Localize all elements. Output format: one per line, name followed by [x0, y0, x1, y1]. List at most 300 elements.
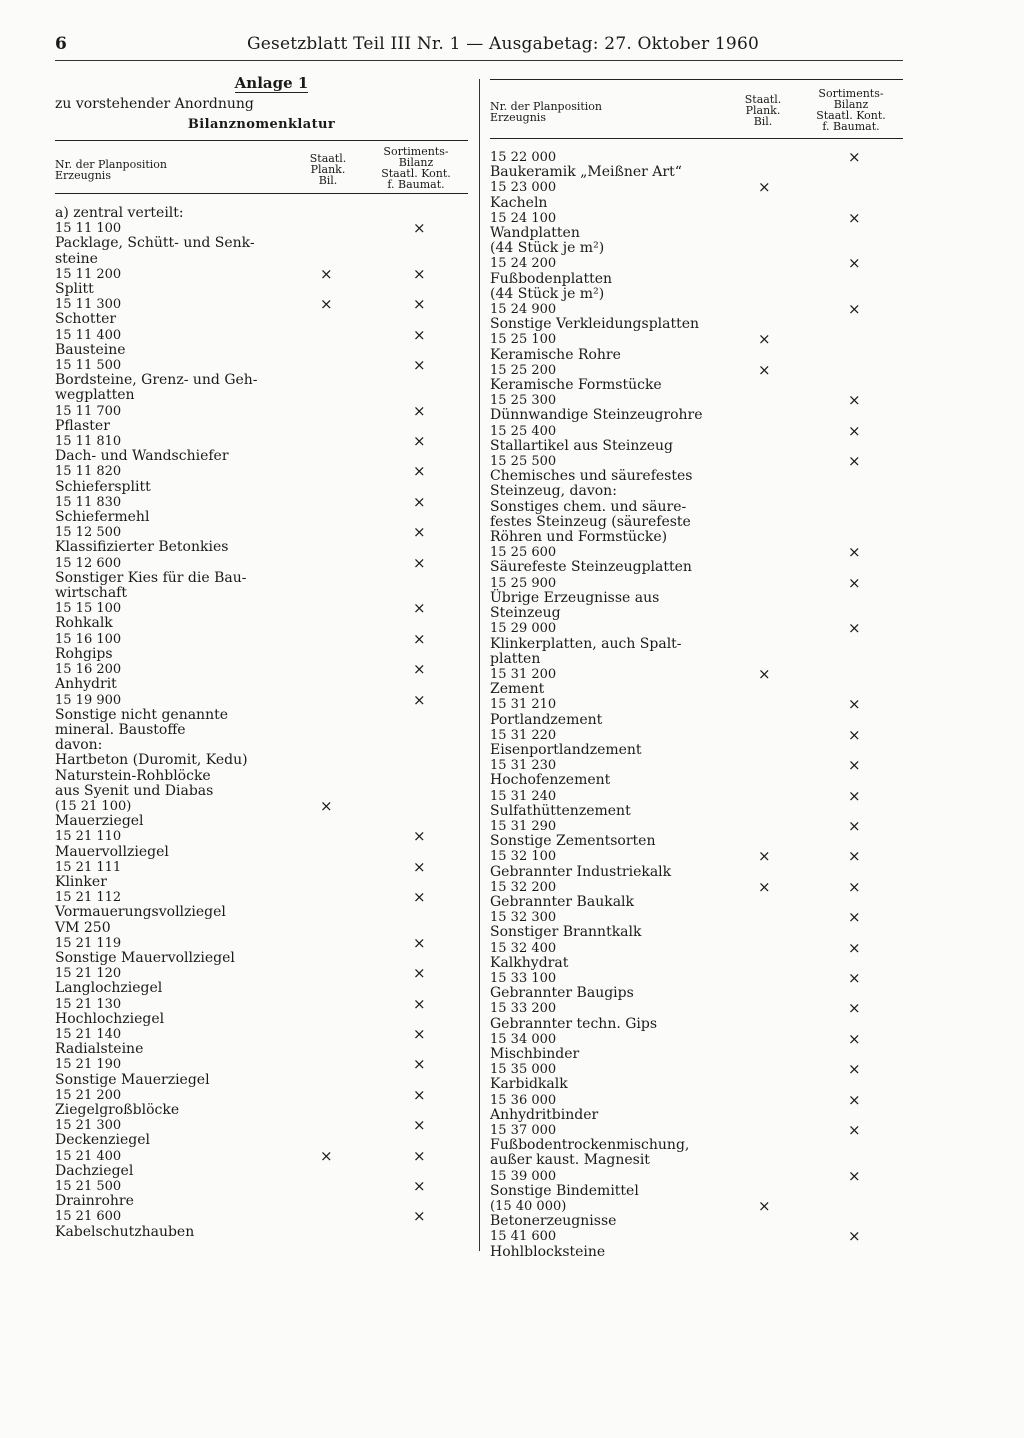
header-staatl-kont-line: Staatl. Kont.	[816, 109, 886, 122]
erzeugnis-name: (44 Stück je m²)	[490, 285, 605, 302]
planposition-code: 15 25 200	[490, 362, 557, 378]
planposition-code: 15 16 100	[55, 631, 122, 647]
erzeugnis-row	[55, 1012, 468, 1027]
erzeugnis-name: Naturstein-Rohblöcke	[55, 767, 211, 784]
planposition-code-row	[490, 573, 903, 592]
header-bil-line: Bil.	[753, 115, 773, 128]
planposition-code-row	[55, 1057, 468, 1072]
erzeugnis-name: Stallartikel aus Steinzeug	[490, 437, 673, 454]
sortiments-bilanz-mark: ×	[413, 1116, 426, 1135]
erzeugnis-name: Sonstiges chem. und säure-	[490, 498, 687, 515]
planposition-code: 15 23 000	[490, 180, 557, 196]
sortiments-bilanz-mark: ×	[413, 325, 426, 344]
staatl-plank-bil-mark: ×	[758, 330, 771, 349]
erzeugnis-row	[490, 1077, 903, 1092]
erzeugnis-row	[490, 469, 903, 484]
planposition-code-row	[490, 332, 903, 347]
erzeugnis-row	[55, 784, 468, 799]
sortiments-bilanz-mark: ×	[848, 208, 861, 227]
planposition-code: 15 29 000	[490, 621, 557, 637]
header-bilanz-line: Bilanz	[398, 156, 434, 169]
sortiments-bilanz-mark: ×	[848, 908, 861, 927]
sortiments-bilanz-mark: ×	[413, 857, 426, 876]
sortiments-bilanz-mark: ×	[413, 523, 426, 542]
erzeugnis-row	[490, 1214, 903, 1229]
erzeugnis-row	[490, 606, 903, 621]
erzeugnis-name: Sulfathüttenzement	[490, 802, 631, 819]
left-column	[55, 74, 468, 1240]
planposition-code: 15 11 200	[55, 266, 122, 282]
header-staatl-plank-bil	[728, 94, 798, 127]
erzeugnis-row	[55, 647, 468, 662]
sortiments-bilanz-mark: ×	[848, 756, 861, 775]
erzeugnis-name: Mauervollziegel	[55, 843, 169, 860]
header-staatl-line: Staatl.	[744, 93, 782, 106]
planposition-code: 15 11 400	[55, 327, 122, 343]
planposition-code-row	[55, 857, 468, 876]
erzeugnis-name: Hochofenzement	[490, 772, 611, 789]
erzeugnis-row	[490, 1017, 903, 1032]
planposition-code-row	[490, 877, 903, 896]
erzeugnis-row	[490, 773, 903, 788]
erzeugnis-row	[55, 616, 468, 631]
header-staatl-plank-bil	[293, 153, 363, 186]
erzeugnis-row	[490, 925, 903, 940]
erzeugnis-name: Vormauerungsvollziegel	[55, 904, 226, 921]
sortiments-bilanz-mark: ×	[848, 725, 861, 744]
planposition-code-row	[55, 434, 468, 449]
sortiments-bilanz-mark: ×	[413, 295, 426, 314]
erzeugnis-row	[490, 272, 903, 287]
sortiments-bilanz-mark: ×	[848, 786, 861, 805]
planposition-code-row	[490, 664, 903, 683]
erzeugnis-row	[55, 571, 468, 586]
header-staatl-line: Staatl.	[309, 152, 347, 165]
erzeugnis-name: (44 Stück je m²)	[490, 240, 605, 257]
page-number: 6	[55, 34, 67, 54]
sortiments-bilanz-mark: ×	[848, 1166, 861, 1185]
erzeugnis-row	[55, 252, 468, 267]
erzeugnis-row	[55, 753, 468, 768]
planposition-code-row	[490, 1001, 903, 1016]
planposition-code-row	[55, 1024, 468, 1043]
sortiments-bilanz-mark: ×	[848, 816, 861, 835]
sortiments-bilanz-mark: ×	[413, 888, 426, 907]
table-header-left	[55, 140, 468, 194]
planposition-code-row	[490, 302, 903, 317]
erzeugnis-row	[55, 312, 468, 327]
column-divider	[479, 79, 480, 1251]
planposition-code-row	[490, 454, 903, 469]
erzeugnis-row	[490, 1047, 903, 1062]
planposition-code-row	[55, 221, 468, 236]
erzeugnis-row	[490, 591, 903, 606]
planposition-code: 15 24 100	[490, 210, 557, 226]
planposition-code: 15 21 200	[55, 1087, 122, 1103]
erzeugnis-row	[55, 1225, 468, 1240]
planposition-code-row	[490, 758, 903, 773]
erzeugnis-row	[55, 981, 468, 996]
header-sortiments-line: Sortiments-	[818, 87, 884, 100]
sortiments-bilanz-mark: ×	[413, 827, 426, 846]
sortiments-bilanz-mark: ×	[413, 356, 426, 375]
planposition-code-row	[490, 621, 903, 636]
planposition-code: 15 31 290	[490, 818, 557, 834]
erzeugnis-row	[490, 682, 903, 697]
erzeugnis-name: Säurefeste Steinzeugplatten	[490, 559, 692, 576]
erzeugnis-row	[55, 951, 468, 966]
erzeugnis-row	[55, 769, 468, 784]
planposition-code: 15 25 500	[490, 454, 557, 470]
erzeugnis-row	[55, 419, 468, 434]
erzeugnis-name: Chemisches und säurefestes	[490, 468, 693, 485]
erzeugnis-row	[55, 388, 468, 403]
sortiments-bilanz-mark: ×	[848, 968, 861, 987]
header-baumat-line: f. Baumat.	[822, 120, 880, 133]
sortiments-bilanz-mark: ×	[848, 148, 861, 166]
header-plank-line: Plank.	[745, 104, 781, 117]
header-erzeugnis-line: Erzeugnis	[55, 169, 111, 182]
sortiments-bilanz-mark: ×	[848, 573, 861, 592]
erzeugnis-name: aus Syenit und Diabas	[55, 782, 214, 799]
erzeugnis-row	[55, 282, 468, 297]
planposition-code: 15 11 810	[55, 434, 122, 450]
planposition-code-row	[55, 601, 468, 616]
staatl-plank-bil-mark: ×	[320, 796, 333, 815]
planposition-code-row	[490, 1229, 903, 1244]
erzeugnis-name: Dachziegel	[55, 1162, 134, 1179]
planposition-code-row	[490, 1199, 903, 1214]
header-bilanz-line: Bilanz	[833, 98, 869, 111]
planposition-code-row	[55, 966, 468, 981]
erzeugnis-name: Klinkerplatten, auch Spalt-	[490, 635, 682, 652]
planposition-code: 15 25 400	[490, 423, 557, 439]
sortiments-bilanz-mark: ×	[413, 1207, 426, 1226]
planposition-code-row	[490, 1123, 903, 1138]
sortiments-bilanz-mark: ×	[413, 1177, 426, 1195]
erzeugnis-name: Rohkalk	[55, 615, 113, 632]
planposition-code: 15 21 130	[55, 996, 122, 1012]
left-table-rows	[55, 206, 468, 1240]
erzeugnis-name: Mauerziegel	[55, 813, 144, 830]
right-column	[490, 79, 903, 1260]
planposition-code-row	[490, 697, 903, 712]
planposition-code: 15 25 600	[490, 545, 557, 561]
staatl-plank-bil-mark: ×	[758, 178, 771, 197]
planposition-code-row	[55, 525, 468, 540]
planposition-code: 15 15 100	[55, 601, 122, 617]
planposition-code-row	[55, 492, 468, 511]
planposition-code-row	[490, 1062, 903, 1077]
sortiments-bilanz-mark: ×	[848, 877, 861, 896]
planposition-code-row	[55, 1085, 468, 1104]
erzeugnis-name: Hochlochziegel	[55, 1010, 165, 1027]
planposition-code: 15 21 600	[55, 1209, 122, 1225]
planposition-code-row	[55, 662, 468, 677]
sortiments-bilanz-mark: ×	[413, 599, 426, 618]
planposition-code-row	[490, 725, 903, 744]
planposition-code-row	[55, 690, 468, 709]
erzeugnis-row	[490, 241, 903, 256]
planposition-code: 15 32 400	[490, 940, 557, 956]
erzeugnis-name: Übrige Erzeugnisse aus	[490, 589, 660, 606]
erzeugnis-name: Anhydrit	[55, 676, 117, 693]
sortiments-bilanz-mark: ×	[413, 660, 426, 679]
planposition-code: 15 21 111	[55, 859, 122, 875]
planposition-code: 15 12 500	[55, 525, 122, 541]
planposition-code-row	[490, 816, 903, 835]
erzeugnis-row	[490, 956, 903, 971]
erzeugnis-name: Steinzeug, davon:	[490, 483, 617, 500]
planposition-code: 15 21 500	[55, 1179, 122, 1194]
table-header-right	[490, 79, 903, 139]
sortiments-bilanz-mark: ×	[848, 1029, 861, 1048]
erzeugnis-row	[490, 500, 903, 515]
planposition-code: 15 31 220	[490, 727, 557, 743]
erzeugnis-name: Deckenziegel	[55, 1132, 150, 1149]
planposition-code-row	[55, 553, 468, 572]
erzeugnis-row	[55, 236, 468, 251]
planposition-code-row	[55, 933, 468, 952]
erzeugnis-row	[490, 1108, 903, 1123]
planposition-code-row	[490, 545, 903, 560]
erzeugnis-row	[490, 986, 903, 1001]
sortiments-bilanz-mark: ×	[413, 219, 426, 238]
erzeugnis-row	[490, 895, 903, 910]
erzeugnis-name: mineral. Baustoffe	[55, 721, 186, 738]
erzeugnis-name: Splitt	[55, 281, 94, 298]
erzeugnis-name: Rohgips	[55, 645, 113, 662]
erzeugnis-name: wirtschaft	[55, 585, 127, 602]
erzeugnis-name: a) zentral verteilt:	[55, 205, 184, 221]
planposition-code-row	[55, 890, 468, 905]
erzeugnis-name: Kacheln	[490, 194, 548, 211]
planposition-code-row	[490, 208, 903, 227]
planposition-code: 15 31 240	[490, 788, 557, 804]
erzeugnis-name: Betonerzeugnisse	[490, 1213, 617, 1230]
planposition-code-row	[55, 401, 468, 420]
erzeugnis-row	[490, 804, 903, 819]
sortiments-bilanz-mark: ×	[848, 1060, 861, 1079]
planposition-code-row	[490, 360, 903, 379]
erzeugnis-name: Fußbodentrockenmischung,	[490, 1137, 690, 1154]
erzeugnis-name: Sonstige Mauerziegel	[55, 1071, 210, 1088]
erzeugnis-row	[490, 530, 903, 545]
planposition-code-row	[55, 1146, 468, 1165]
planposition-code-row	[490, 849, 903, 864]
sortiments-bilanz-mark: ×	[848, 452, 861, 471]
erzeugnis-name: Ziegelgroßblöcke	[55, 1101, 180, 1118]
sortiments-bilanz-mark: ×	[848, 391, 861, 410]
erzeugnis-row	[55, 814, 468, 829]
erzeugnis-name: Hartbeton (Duromit, Kedu)	[55, 752, 248, 769]
sortiments-bilanz-mark: ×	[413, 432, 426, 451]
erzeugnis-row	[490, 287, 903, 302]
planposition-code-row	[55, 1209, 468, 1224]
planposition-code: 15 24 900	[490, 302, 557, 318]
erzeugnis-row	[490, 1245, 903, 1260]
erzeugnis-name: Gebrannter techn. Gips	[490, 1015, 658, 1032]
erzeugnis-row	[55, 1073, 468, 1088]
erzeugnis-name: Portlandzement	[490, 711, 603, 728]
sortiments-bilanz-mark: ×	[413, 1024, 426, 1043]
planposition-code: 15 36 000	[490, 1092, 557, 1108]
sortiments-bilanz-mark: ×	[413, 964, 426, 983]
planposition-code-row	[55, 264, 468, 283]
staatl-plank-bil-mark: ×	[320, 264, 333, 283]
planposition-code: 15 16 200	[55, 662, 122, 678]
erzeugnis-name: Pflaster	[55, 417, 110, 434]
erzeugnis-row	[490, 743, 903, 758]
erzeugnis-name: Eisenportlandzement	[490, 741, 642, 758]
planposition-code: 15 33 100	[490, 970, 557, 986]
planposition-code: 15 11 500	[55, 358, 122, 374]
sortiments-bilanz-mark: ×	[848, 421, 861, 440]
header-staatl-kont-line: Staatl. Kont.	[381, 167, 451, 180]
erzeugnis-name: Baukeramik „Meißner Art“	[490, 164, 682, 181]
sortiments-bilanz-mark: ×	[413, 1055, 426, 1074]
erzeugnis-row	[55, 1133, 468, 1148]
header-erzeugnis-line: Erzeugnis	[490, 111, 546, 124]
erzeugnis-row	[490, 484, 903, 499]
erzeugnis-name: Dünnwandige Steinzeugrohre	[490, 407, 703, 424]
erzeugnis-row	[55, 875, 468, 890]
erzeugnis-name: Radialsteine	[55, 1041, 144, 1058]
erzeugnis-row	[55, 708, 468, 723]
planposition-code: 15 11 300	[55, 297, 122, 313]
planposition-code: 15 41 600	[490, 1229, 557, 1245]
erzeugnis-row	[490, 317, 903, 332]
erzeugnis-name: Gebrannter Baugips	[490, 985, 634, 1002]
planposition-code: 15 11 100	[55, 221, 122, 237]
anlage-title-text: Anlage 1	[234, 74, 309, 92]
sortiments-bilanz-mark: ×	[848, 695, 861, 714]
header-planposition	[55, 159, 167, 181]
sortiments-bilanz-mark: ×	[848, 1227, 861, 1246]
nomenclature-heading: Bilanznomenklatur	[187, 117, 336, 132]
erzeugnis-row	[55, 677, 468, 692]
erzeugnis-name: Gebrannter Baukalk	[490, 893, 634, 910]
planposition-code: 15 33 200	[490, 1001, 557, 1017]
planposition-code: 15 21 300	[55, 1118, 122, 1134]
header-sortiments-bilanz	[365, 146, 467, 190]
sortiments-bilanz-mark: ×	[413, 264, 426, 283]
planposition-code: 15 37 000	[490, 1123, 557, 1138]
staatl-plank-bil-mark: ×	[320, 295, 333, 314]
erzeugnis-row	[490, 1153, 903, 1168]
header-baumat-line: f. Baumat.	[387, 178, 445, 191]
sortiments-bilanz-mark: ×	[848, 1090, 861, 1109]
erzeugnis-name: Gebrannter Industriekalk	[490, 863, 672, 880]
erzeugnis-row	[490, 408, 903, 423]
sortiments-bilanz-mark: ×	[848, 999, 861, 1018]
planposition-code: 15 21 120	[55, 966, 122, 982]
erzeugnis-name: Langlochziegel	[55, 980, 163, 997]
header-rule	[55, 60, 903, 61]
erzeugnis-name: Bordsteine, Grenz- und Geh-	[55, 372, 258, 389]
sortiments-bilanz-mark: ×	[413, 1085, 426, 1104]
sortiments-bilanz-mark: ×	[848, 300, 861, 319]
erzeugnis-row	[490, 165, 903, 180]
erzeugnis-name: Hohlblocksteine	[490, 1243, 606, 1260]
sortiments-bilanz-mark: ×	[848, 254, 861, 273]
erzeugnis-name: Fußbodenplatten	[490, 270, 613, 287]
planposition-code-row	[490, 256, 903, 271]
planposition-code: (15 21 100)	[55, 798, 132, 814]
sortiments-bilanz-mark: ×	[848, 543, 861, 562]
erzeugnis-row	[490, 196, 903, 211]
erzeugnis-row	[490, 560, 903, 575]
planposition-code-row	[55, 464, 468, 479]
planposition-code: 15 25 300	[490, 393, 557, 409]
sortiments-bilanz-mark: ×	[413, 401, 426, 420]
erzeugnis-row	[490, 834, 903, 849]
erzeugnis-row	[55, 1194, 468, 1209]
planposition-code: 15 11 700	[55, 403, 122, 419]
planposition-code-row	[490, 150, 903, 165]
planposition-code: 15 22 000	[490, 150, 557, 165]
erzeugnis-name: Klinker	[55, 873, 107, 890]
erzeugnis-name: Keramische Rohre	[490, 346, 621, 363]
erzeugnis-name: Sonstige Mauervollziegel	[55, 949, 235, 966]
planposition-code: 15 31 230	[490, 758, 557, 774]
planposition-code-row	[490, 421, 903, 440]
erzeugnis-name: Wandplatten	[490, 225, 580, 242]
planposition-code-row	[55, 1118, 468, 1133]
erzeugnis-name: platten	[490, 650, 541, 667]
planposition-code-row	[490, 968, 903, 987]
erzeugnis-row	[490, 348, 903, 363]
planposition-code: 15 25 100	[490, 332, 557, 348]
staatl-plank-bil-mark: ×	[320, 1146, 333, 1165]
erzeugnis-name: Schiefermehl	[55, 509, 150, 526]
planposition-code-row	[490, 393, 903, 408]
erzeugnis-row	[490, 652, 903, 667]
staatl-plank-bil-mark: ×	[758, 847, 771, 866]
header-bil-line: Bil.	[318, 174, 338, 187]
planposition-code: (15 40 000)	[490, 1199, 567, 1215]
planposition-code: 15 34 000	[490, 1031, 557, 1047]
erzeugnis-name: Steinzeug	[490, 605, 561, 622]
planposition-code-row	[490, 1029, 903, 1048]
erzeugnis-name: Kabelschutzhauben	[55, 1223, 195, 1240]
erzeugnis-row	[55, 1103, 468, 1118]
planposition-code-row	[55, 297, 468, 312]
erzeugnis-name: Kalkhydrat	[490, 954, 569, 971]
planposition-code-row	[55, 1179, 468, 1194]
erzeugnis-name: Sonstiger Kies für die Bau-	[55, 569, 247, 586]
staatl-plank-bil-mark: ×	[758, 664, 771, 683]
erzeugnis-name: steine	[55, 250, 98, 267]
erzeugnis-name: wegplatten	[55, 387, 135, 404]
sortiments-bilanz-mark: ×	[413, 690, 426, 709]
erzeugnis-row	[55, 343, 468, 358]
planposition-code: 15 32 300	[490, 910, 557, 926]
planposition-code: 15 21 400	[55, 1148, 122, 1164]
planposition-code: 15 11 830	[55, 494, 122, 510]
erzeugnis-row	[490, 713, 903, 728]
erzeugnis-name: Dach- und Wandschiefer	[55, 448, 229, 465]
erzeugnis-name: Keramische Formstücke	[490, 377, 662, 394]
planposition-code: 15 21 110	[55, 829, 122, 845]
anlage-title	[75, 74, 468, 92]
erzeugnis-row	[490, 1184, 903, 1199]
anlage-subtitle: zu vorstehender Anordnung	[55, 96, 254, 112]
erzeugnis-name: Bausteine	[55, 341, 126, 358]
erzeugnis-row	[55, 480, 468, 495]
planposition-code-row	[490, 910, 903, 925]
header-planposition-line: Nr. der Planposition	[55, 158, 168, 171]
